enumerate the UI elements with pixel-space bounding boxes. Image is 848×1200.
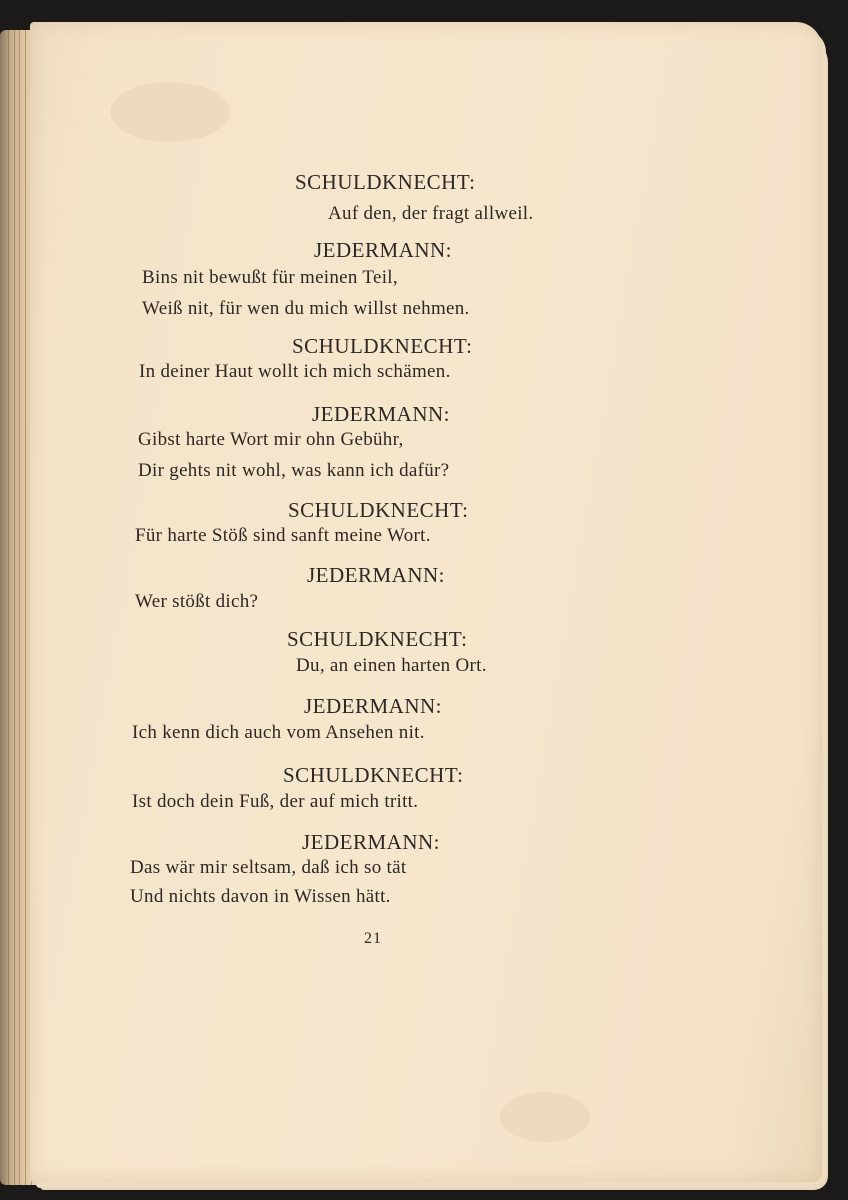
verse-line: Gibst harte Wort mir ohn Gebühr, xyxy=(138,429,404,450)
verse-line: Und nichts davon in Wissen hätt. xyxy=(130,886,391,907)
paper-stain xyxy=(110,82,230,142)
speaker-name: JEDERMANN: xyxy=(302,830,441,854)
speaker-name: SCHULDKNECHT: xyxy=(283,763,464,787)
verse-line: Auf den, der fragt allweil. xyxy=(328,203,534,224)
speaker-name: JEDERMANN: xyxy=(304,694,443,718)
speaker-name: SCHULDKNECHT: xyxy=(288,498,469,522)
verse-line: In deiner Haut wollt ich mich schämen. xyxy=(139,361,451,382)
verse-line: Ist doch dein Fuß, der auf mich tritt. xyxy=(132,791,419,812)
speaker-name: JEDERMANN: xyxy=(314,238,453,262)
speaker-name: SCHULDKNECHT: xyxy=(287,627,468,651)
verse-line: Weiß nit, für wen du mich willst nehmen. xyxy=(142,298,470,319)
speaker-name: JEDERMANN: xyxy=(307,563,446,587)
verse-line: Dir gehts nit wohl, was kann ich dafür? xyxy=(138,460,450,481)
verse-line: Für harte Stöß sind sanft meine Wort. xyxy=(135,525,431,546)
verse-line: Bins nit bewußt für meinen Teil, xyxy=(142,267,398,288)
page-number: 21 xyxy=(364,930,382,947)
page-edge-line xyxy=(8,30,9,1185)
speaker-name: SCHULDKNECHT: xyxy=(292,334,473,358)
verse-line: Ich kenn dich auch vom Ansehen nit. xyxy=(132,722,425,743)
speaker-name: SCHULDKNECHT: xyxy=(295,170,476,194)
page-edge-line xyxy=(25,30,26,1185)
paper-stain xyxy=(500,1092,590,1142)
verse-line: Das wär mir seltsam, daß ich so tät xyxy=(130,857,407,878)
verse-line: Wer stößt dich? xyxy=(135,591,259,612)
page-edge-line xyxy=(19,30,20,1185)
verse-line: Du, an einen harten Ort. xyxy=(296,655,487,676)
speaker-name: JEDERMANN: xyxy=(312,402,451,426)
page-edge-line xyxy=(14,30,15,1185)
